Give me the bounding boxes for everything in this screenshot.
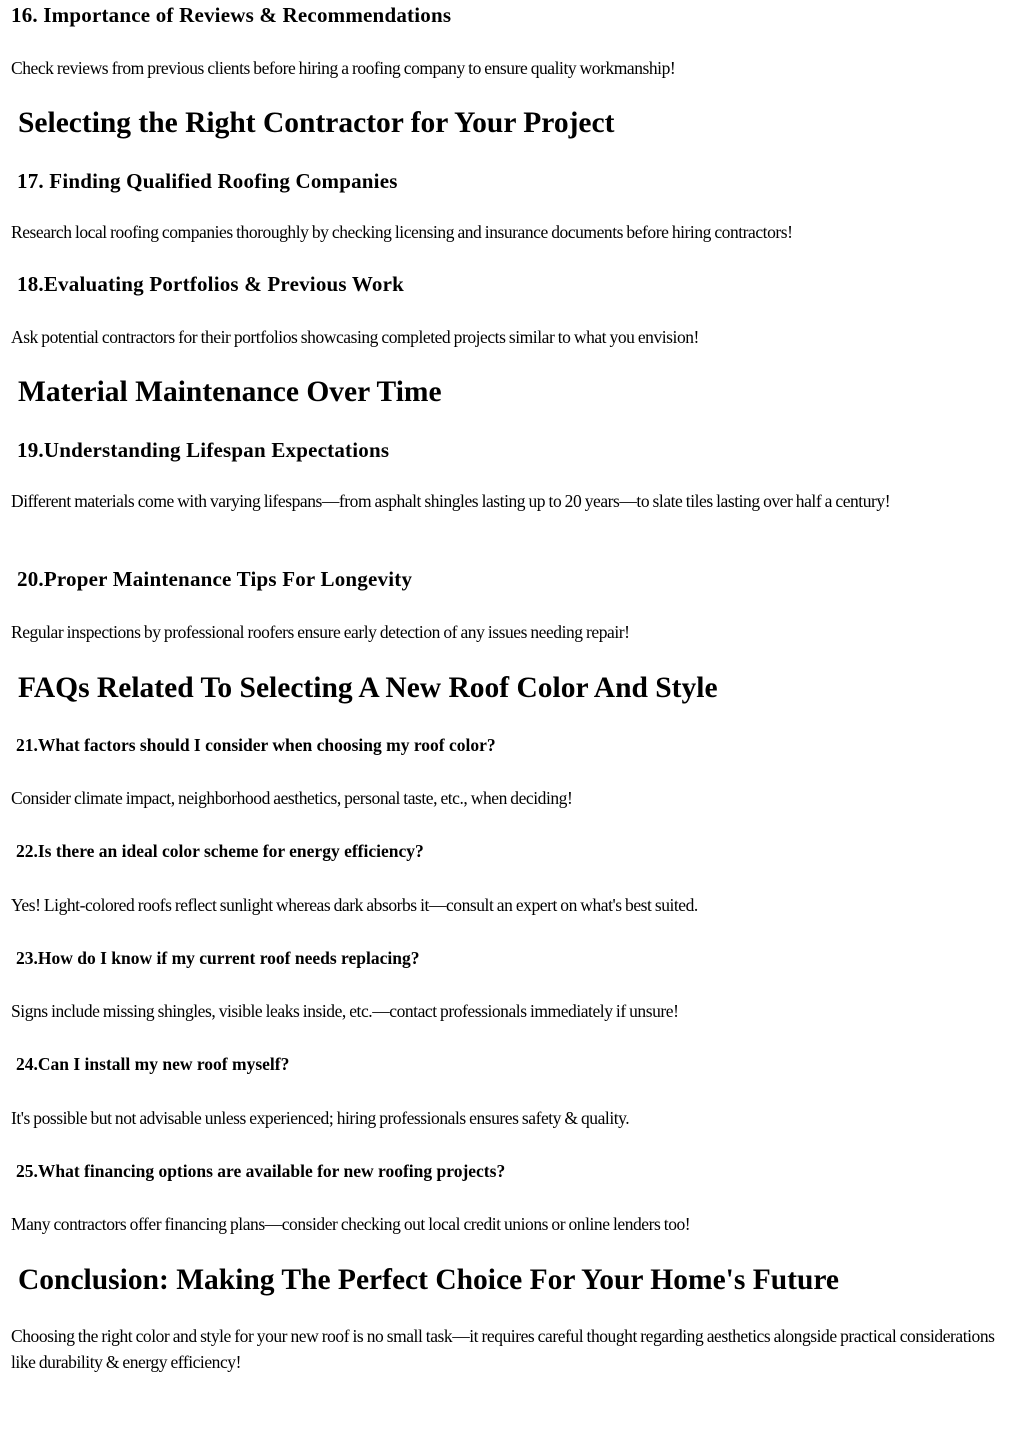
section-title-conclusion: Conclusion: Making The Perfect Choice For Your Home's Future (18, 1264, 840, 1296)
paragraph-conclusion: Choosing the right color and style for your new roof is no small task—it requires careful thought regarding aesthetics alongside practical considerations like durability & energy efficiency! (11, 1326, 995, 1372)
section-title-faqs: FAQs Related To Selecting A New Roof Color And Style (18, 672, 718, 704)
paragraph-lifespan: Different materials come with varying lifespans—from asphalt shingles lasting up to 20 years—to slate tiles lasting over half a century! (11, 491, 891, 511)
faq-question-23: 23.How do I know if my current roof needs replacing? (16, 948, 420, 968)
faq-answer-21: Consider climate impact, neighborhood aesthetics, personal taste, etc., when deciding! (11, 788, 573, 808)
faq-answer-23: Signs include missing shingles, visible leaks inside, etc.—contact professionals immediately if unsure! (11, 1001, 679, 1021)
section-heading-19: 19.Understanding Lifespan Expectations (17, 438, 390, 462)
faq-answer-24: It's possible but not advisable unless experienced; hiring professionals ensures safety & quality. (11, 1108, 630, 1128)
paragraph-portfolios: Ask potential contractors for their portfolios showcasing completed projects similar to what you envision! (11, 327, 699, 347)
paragraph-reviews: Check reviews from previous clients before hiring a roofing company to ensure quality workmanship! (11, 58, 676, 78)
faq-answer-22: Yes! Light-colored roofs reflect sunlight whereas dark absorbs it—consult an expert on what's best suited. (11, 895, 698, 915)
paragraph-maintenance-tips: Regular inspections by professional roofers ensure early detection of any issues needing repair! (11, 622, 630, 642)
section-title-maintenance: Material Maintenance Over Time (18, 376, 442, 408)
section-heading-17: 17. Finding Qualified Roofing Companies (17, 169, 398, 193)
section-title-contractor: Selecting the Right Contractor for Your Project (18, 107, 615, 139)
faq-question-24: 24.Can I install my new roof myself? (16, 1054, 290, 1074)
faq-question-21: 21.What factors should I consider when choosing my roof color? (16, 735, 496, 755)
faq-question-22: 22.Is there an ideal color scheme for energy efficiency? (16, 841, 424, 861)
faq-answer-25: Many contractors offer financing plans—consider checking out local credit unions or online lenders too! (11, 1214, 691, 1234)
section-heading-18: 18.Evaluating Portfolios & Previous Work (17, 272, 404, 296)
section-heading-16: 16. Importance of Reviews & Recommendations (11, 3, 452, 27)
paragraph-finding-companies: Research local roofing companies thoroughly by checking licensing and insurance documents before hiring contractors! (11, 222, 793, 242)
faq-question-25: 25.What financing options are available for new roofing projects? (16, 1161, 506, 1181)
section-heading-20: 20.Proper Maintenance Tips For Longevity (17, 567, 413, 591)
